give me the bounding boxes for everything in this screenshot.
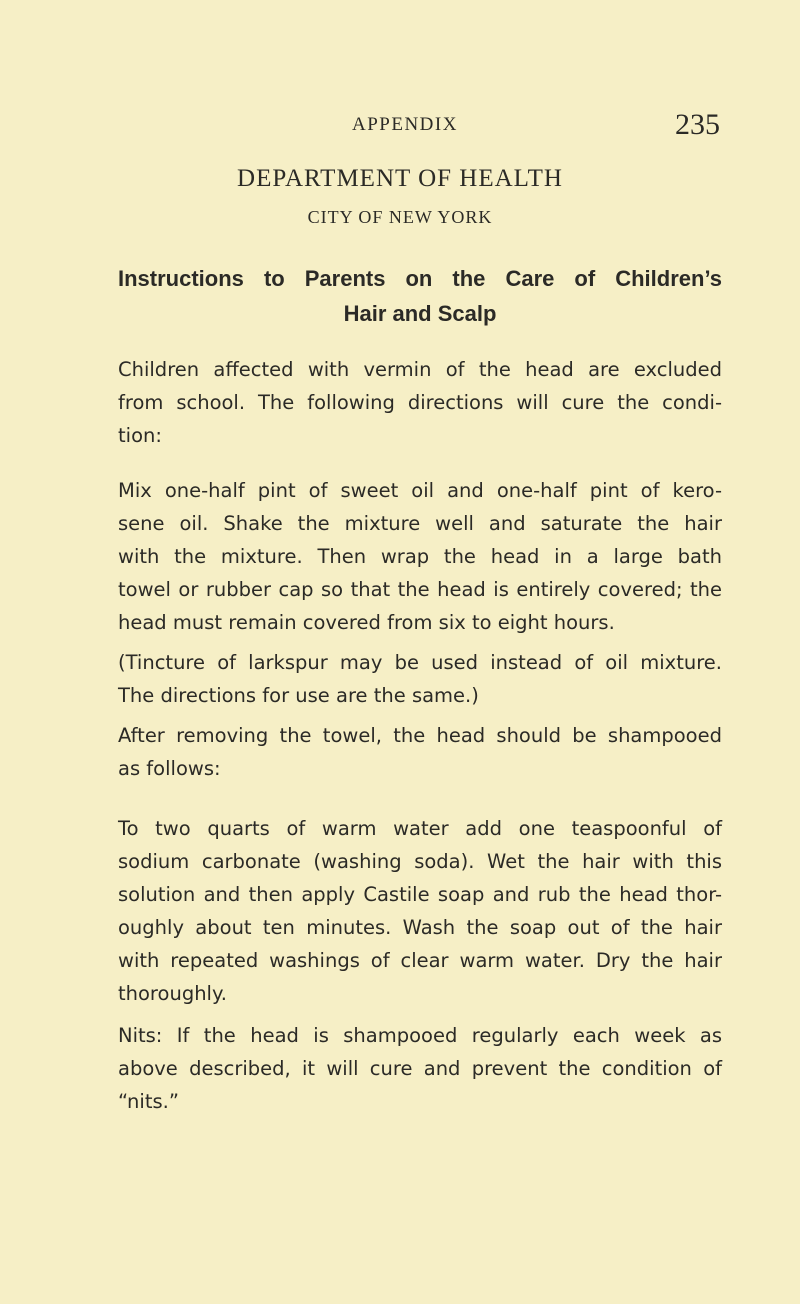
text-line: from school. The following directions will cure the condi- [118, 391, 722, 414]
page-number: 235 [675, 108, 720, 141]
text-line: Mix one-half pint of sweet oil and one-half pint of kero- [118, 479, 722, 502]
text-line: sene oil. Shake the mixture well and saturate the hair [118, 512, 722, 535]
text-line: head must remain covered from six to eight hours. [118, 611, 615, 634]
paragraph-after-removing [118, 719, 722, 785]
text-line: towel or rubber cap so that the head is entirely covered; the [118, 578, 722, 601]
running-head [120, 108, 720, 148]
text-line: sodium carbonate (washing soda). Wet the hair with this [118, 850, 722, 873]
paragraph-shampoo [118, 812, 722, 1010]
text-line: Children affected with vermin of the head are excluded [118, 358, 722, 381]
text-line: oughly about ten minutes. Wash the soap out of the hair [118, 916, 722, 939]
paragraph-larkspur [118, 646, 722, 712]
text-line: with the mixture. Then wrap the head in a large bath [118, 545, 722, 568]
heading-line: Hair and Scalp [343, 301, 497, 326]
text-line: Nits: If the head is shampooed regularly each week as [118, 1024, 722, 1047]
text-line: tion: [118, 424, 162, 447]
text-line: To two quarts of warm water add one teaspoonful of [118, 817, 722, 840]
paragraph-nits [118, 1019, 722, 1118]
text-line: as follows: [118, 757, 221, 780]
text-line: “nits.” [118, 1090, 179, 1113]
instructions-heading [118, 261, 722, 331]
text-line: The directions for use are the same.) [118, 684, 479, 707]
paragraph-exclusion [118, 353, 722, 452]
text-line: thoroughly. [118, 982, 227, 1005]
text-line: solution and then apply Castile soap and rub the head thor- [118, 883, 722, 906]
heading-line: Instructions to Parents on the Care of Children’s [118, 266, 722, 291]
text-line: After removing the towel, the head should be shampooed [118, 724, 722, 747]
text-line: (Tincture of larkspur may be used instead of oil mixture. [118, 651, 722, 674]
text-line: with repeated washings of clear warm water. Dry the hair [118, 949, 722, 972]
text-line: above described, it will cure and prevent the condition of [118, 1057, 722, 1080]
department-title: DEPARTMENT OF HEALTH [237, 165, 563, 192]
city-subtitle: CITY OF NEW YORK [307, 207, 493, 227]
paragraph-oil-mixture [118, 474, 722, 639]
running-title: APPENDIX [352, 114, 458, 135]
